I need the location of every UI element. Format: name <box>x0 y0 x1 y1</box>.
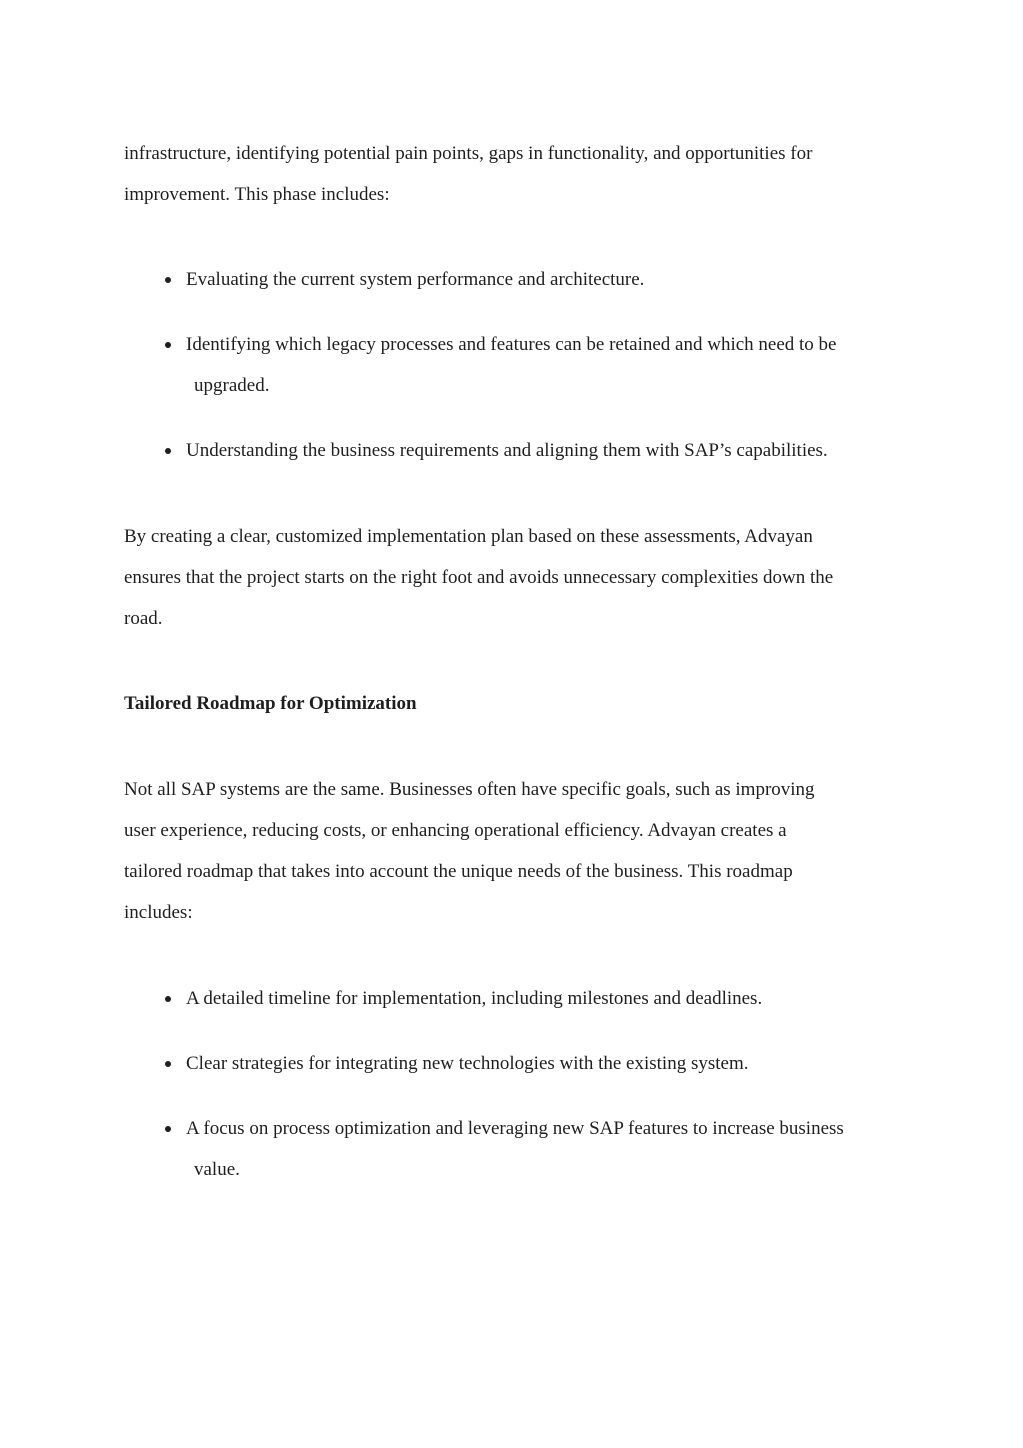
bullet-icon <box>165 1061 171 1067</box>
bullet-icon <box>165 1126 171 1132</box>
bullet-icon <box>165 277 171 283</box>
plan-line-2: ensures that the project starts on the right foot and avoids unnecessary complexities down the <box>124 567 834 588</box>
roadmap-item-3-line-2: value. <box>194 1159 240 1180</box>
assessment-item-2-line-2: upgraded. <box>194 375 270 396</box>
roadmap-line-4: includes: <box>124 902 193 923</box>
intro-line-1: infrastructure, identifying potential pain points, gaps in functionality, and opportunities for <box>124 143 813 164</box>
assessment-item-2-line-1: Identifying which legacy processes and features can be retained and which need to be <box>186 334 837 355</box>
section-heading: Tailored Roadmap for Optimization <box>124 693 417 714</box>
intro-line-2: improvement. This phase includes: <box>124 184 390 205</box>
roadmap-item-2: Clear strategies for integrating new technologies with the existing system. <box>186 1053 749 1074</box>
roadmap-line-2: user experience, reducing costs, or enhancing operational efficiency. Advayan creates a <box>124 820 787 841</box>
roadmap-line-3: tailored roadmap that takes into account the unique needs of the business. This roadmap <box>124 861 793 882</box>
roadmap-line-1: Not all SAP systems are the same. Businesses often have specific goals, such as improving <box>124 779 815 800</box>
plan-line-1: By creating a clear, customized implementation plan based on these assessments, Advayan <box>124 526 813 547</box>
bullet-icon <box>165 342 171 348</box>
plan-line-3: road. <box>124 608 163 629</box>
bullet-icon <box>165 448 171 454</box>
roadmap-item-1: A detailed timeline for implementation, including milestones and deadlines. <box>186 988 763 1009</box>
assessment-item-3: Understanding the business requirements and aligning them with SAP’s capabilities. <box>186 440 828 461</box>
roadmap-item-3-line-1: A focus on process optimization and leveraging new SAP features to increase business <box>186 1118 844 1139</box>
bullet-icon <box>165 996 171 1002</box>
assessment-item-1: Evaluating the current system performance and architecture. <box>186 269 645 290</box>
